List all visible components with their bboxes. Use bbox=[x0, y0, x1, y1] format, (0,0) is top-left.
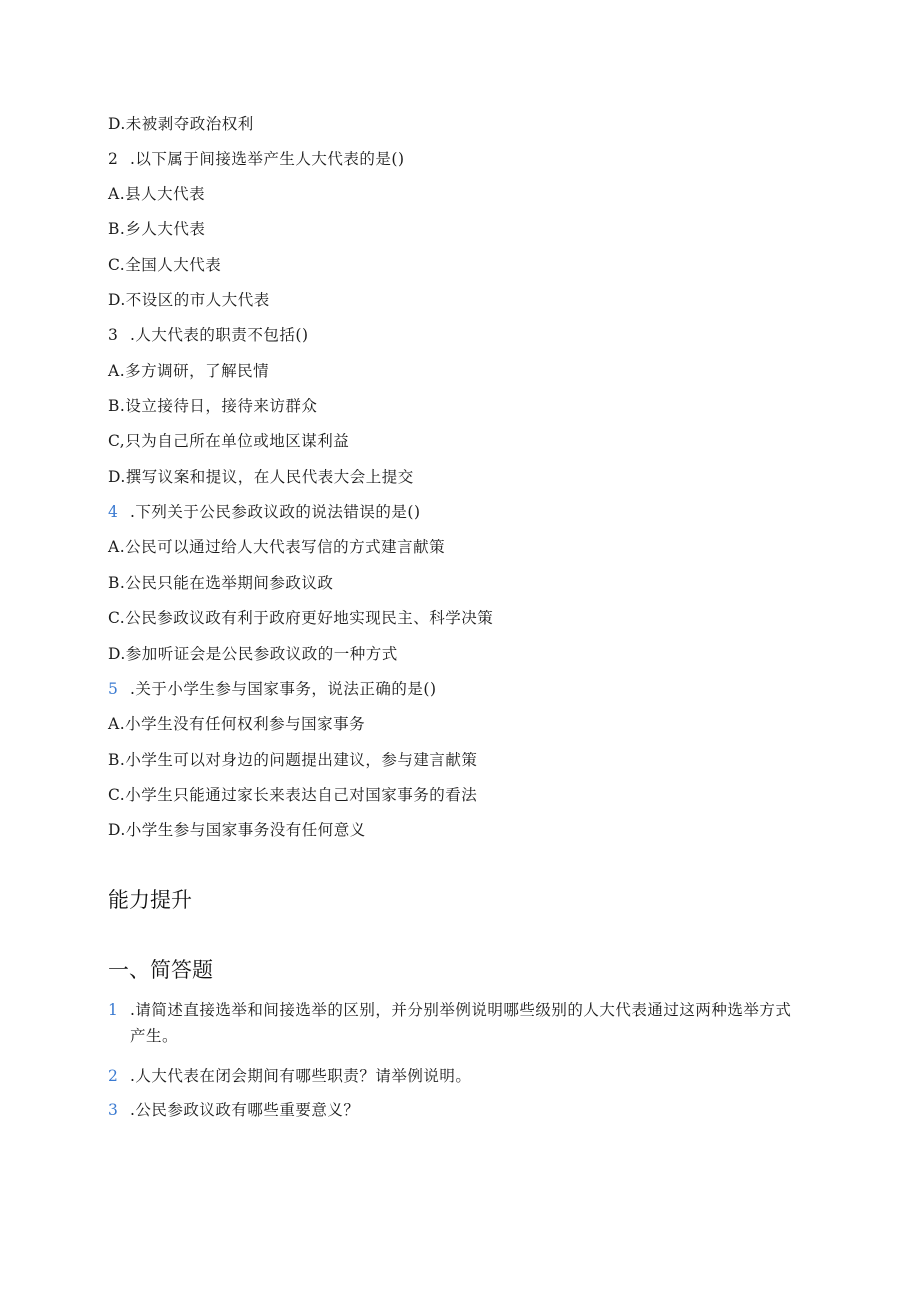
q3-text: .人大代表的职责不包括() bbox=[130, 326, 309, 344]
section-title: 能力提升 bbox=[108, 888, 192, 912]
q3-option-c: C,只为自己所在单位或地区谋利益 bbox=[108, 432, 350, 450]
q2-option-b: B.乡人大代表 bbox=[108, 220, 206, 238]
q5-number: 5 bbox=[108, 680, 119, 698]
short-answer-1-text: .请简述直接选举和间接选举的区别，并分别举例说明哪些级别的人大代表通过这两种选举方式产生。 bbox=[130, 1001, 792, 1045]
short-answer-3 bbox=[108, 1100, 359, 1120]
q2-stem bbox=[108, 149, 405, 169]
q4-option-c: C.公民参政议政有利于政府更好地实现民主、科学决策 bbox=[108, 609, 494, 627]
q3-option-d: D.撰写议案和提议，在人民代表大会上提交 bbox=[108, 468, 414, 486]
q4-option-d: D.参加听证会是公民参政议政的一种方式 bbox=[108, 645, 398, 663]
q2-option-a: A.县人大代表 bbox=[108, 185, 206, 203]
q2-option-d: D.不设区的市人大代表 bbox=[108, 291, 270, 309]
short-answer-2-text: .人大代表在闭会期间有哪些职责？请举例说明。 bbox=[130, 1067, 472, 1085]
q4-number: 4 bbox=[108, 503, 119, 521]
q5-option-a: A.小学生没有任何权利参与国家事务 bbox=[108, 715, 366, 733]
q5-stem bbox=[108, 679, 437, 699]
short-answer-2 bbox=[108, 1066, 471, 1086]
q5-option-c: C.小学生只能通过家长来表达自己对国家事务的看法 bbox=[108, 786, 478, 804]
section-subtitle: 一、简答题 bbox=[108, 958, 213, 982]
q2-number: 2 bbox=[108, 150, 119, 168]
q5-text: .关于小学生参与国家事务，说法正确的是() bbox=[130, 680, 437, 698]
q3-option-a: A.多方调研，了解民情 bbox=[108, 362, 270, 380]
q4-text: .下列关于公民参政议政的说法错误的是() bbox=[130, 503, 421, 521]
short-answer-1 bbox=[108, 997, 808, 1049]
short-answer-2-number: 2 bbox=[108, 1067, 119, 1085]
q4-option-a: A.公民可以通过给人大代表写信的方式建言献策 bbox=[108, 538, 446, 556]
q5-option-d: D.小学生参与国家事务没有任何意义 bbox=[108, 821, 366, 839]
q4-stem bbox=[108, 502, 421, 522]
q1-option-d: D.未被剥夺政治权利 bbox=[108, 115, 254, 133]
q2-option-c: C.全国人大代表 bbox=[108, 256, 222, 274]
q2-text: .以下属于间接选举产生人大代表的是() bbox=[130, 150, 405, 168]
short-answer-1-number: 1 bbox=[108, 1001, 119, 1019]
q3-number: 3 bbox=[108, 326, 119, 344]
q4-option-b: B.公民只能在选举期间参政议政 bbox=[108, 574, 334, 592]
q3-option-b: B.设立接待日，接待来访群众 bbox=[108, 397, 318, 415]
short-answer-3-number: 3 bbox=[108, 1101, 119, 1119]
q5-option-b: B.小学生可以对身边的问题提出建议，参与建言献策 bbox=[108, 751, 478, 769]
short-answer-3-text: .公民参政议政有哪些重要意义？ bbox=[130, 1101, 360, 1119]
q3-stem bbox=[108, 325, 309, 345]
